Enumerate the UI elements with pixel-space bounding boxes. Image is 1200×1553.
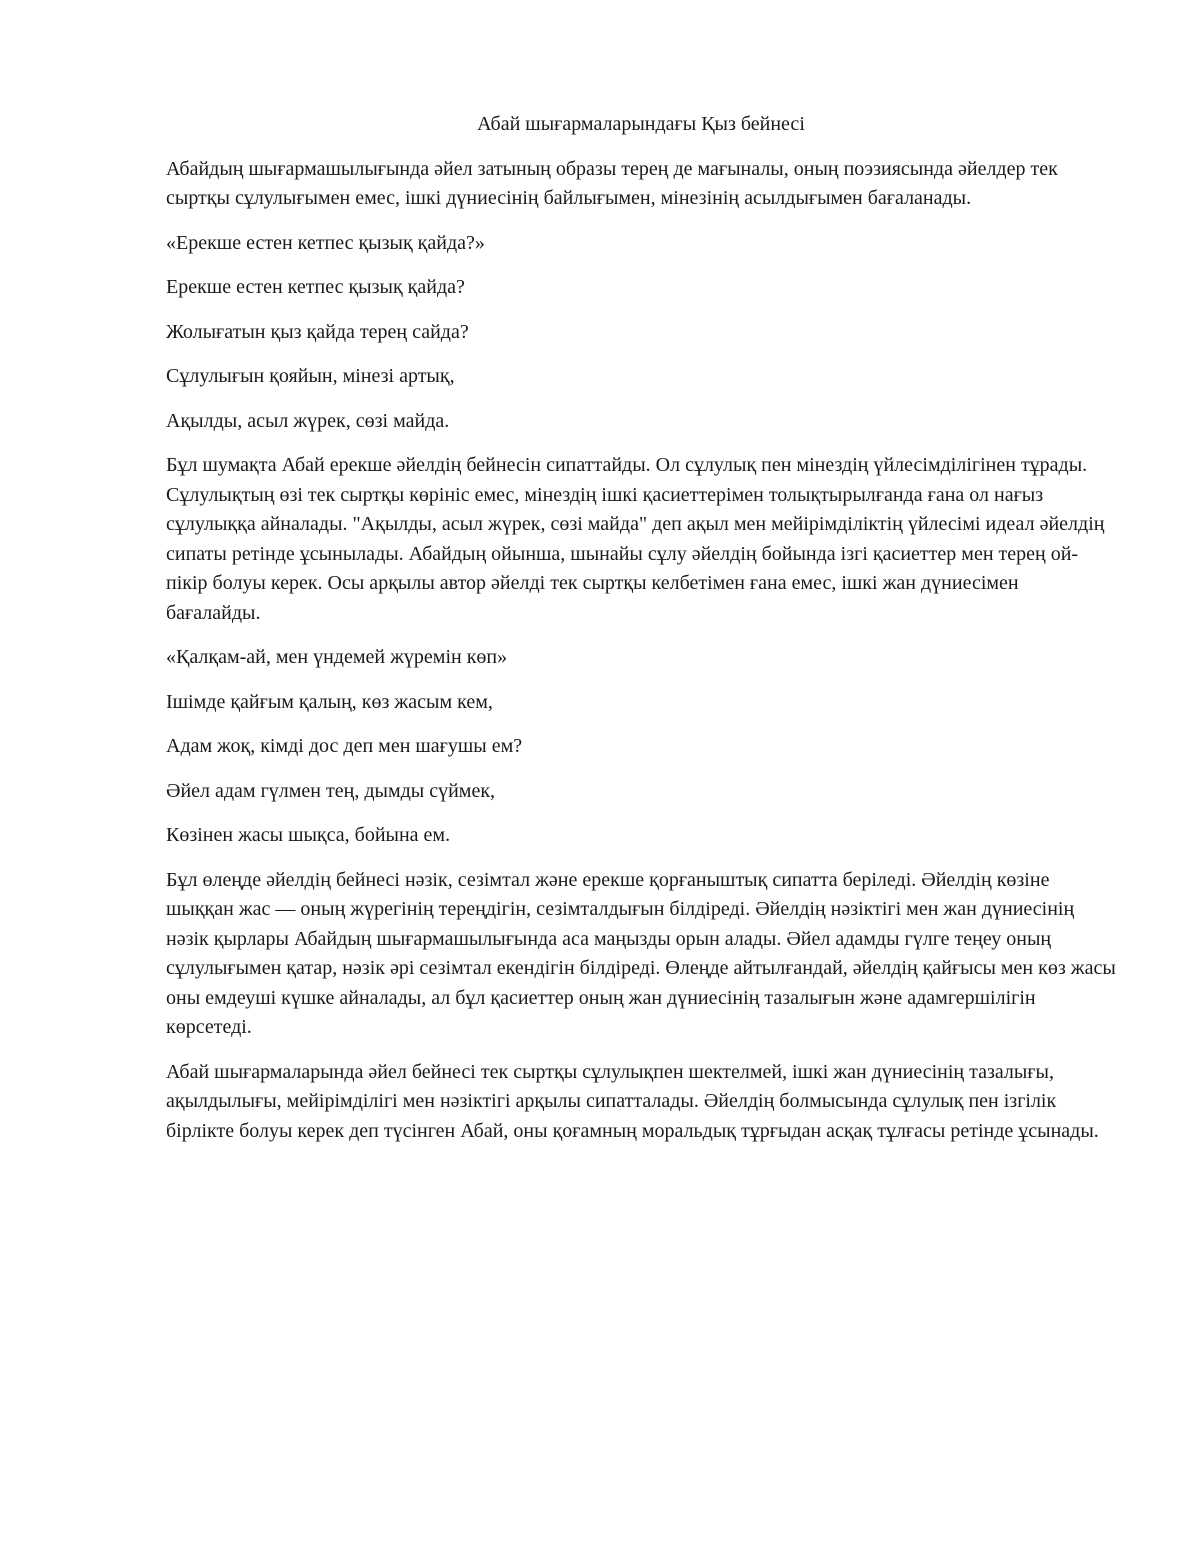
conclusion-paragraph: Абай шығармаларында әйел бейнесі тек сыртқы сұлулықпен шектелмей, ішкі жан дүниесінің тазалығы, ақылдылығы, мейірімділігі мен нәзіктігі арқылы сипатталады. Әйелдің болмысында сұлулық пен ізгілік бірлікте болуы керек деп түсінген Абай, оны қоғамның моральдық тұрғыдан асқақ тұлғасы ретінде ұсынады. — [166, 1060, 1099, 1142]
poem-1-line-2: Жолығатын қыз қайда терең сайда? — [166, 320, 469, 343]
poem-1-line-3: Сұлулығын қояйын, мінезі артық, — [166, 365, 455, 387]
poem-2-line-1: Ішімде қайғым қалың, көз жасым кем, — [166, 690, 493, 713]
poem-2-title: «Қалқам-ай, мен үндемей жүремін көп» — [166, 646, 508, 668]
document-title: Абай шығармаларындағы Қыз бейнесі — [477, 113, 805, 135]
poem-2-line-4: Көзінен жасы шықса, бойына ем. — [166, 824, 451, 846]
analysis-paragraph-1: Бұл шумақта Абай ерекше әйелдің бейнесін сипаттайды. Ол сұлулық пен мінездің үйлесімділігінен тұрады. Сұлулықтың өзі тек сыртқы көрініс емес, мінездің ішкі қасиеттерімен толықтырылғанда ғана ол нағыз сұлулыққа айналады. "Ақылды, асыл жүрек, сөзі майда" деп ақыл мен мейірімділіктің үйлесімі идеал әйелдің сипаты ретінде ұсынылады. Абайдың ойынша, шынайы сұлу әйелдің бойында ізгі қасиеттер мен терең ой-пікір болуы керек. Осы арқылы автор әйелді тек сыртқы келбетімен ғана емес, ішкі жан дүниесімен бағалайды. — [166, 454, 1105, 624]
poem-1-title: «Ерекше естен кетпес қызық қайда?» — [166, 231, 485, 254]
poem-2-line-3: Әйел адам гүлмен тең, дымды сүймек, — [166, 779, 496, 802]
poem-1-line-1: Ерекше естен кетпес қызық қайда? — [166, 276, 465, 298]
intro-paragraph: Абайдың шығармашылығында әйел затының образы терең де мағыналы, оның поэзиясында әйелдер тек сыртқы сұлулығымен емес, ішкі дүниесінің байлығымен, мінезінің асылдығымен бағаланады. — [166, 157, 1058, 209]
poem-1-line-4: Ақылды, асыл жүрек, сөзі майда. — [166, 409, 450, 432]
document-body — [166, 110, 1116, 1161]
poem-2-line-2: Адам жоқ, кімді дос деп мен шағушы ем? — [166, 735, 523, 757]
analysis-paragraph-2: Бұл өлеңде әйелдің бейнесі нәзік, сезімтал және ерекше қорғаныштық сипатта беріледі. Әйелдің көзіне шыққан жас — оның жүрегінің тереңдігін, сезімталдығын білдіреді. Әйелдің нәзіктігі мен жан дүниесінің нәзік қырлары Абайдың шығармашылығында аса маңызды орын алады. Әйел адамды гүлге теңеу оның сұлулығымен қатар, нәзік әрі сезімтал екендігін білдіреді. Өлеңде айтылғандай, әйелдің қайғысы мен көз жасы оны емдеуші күшке айналады, ал бұл қасиеттер оның жан дүниесінің тазалығын және адамгершілігін көрсетеді. — [166, 868, 1116, 1038]
